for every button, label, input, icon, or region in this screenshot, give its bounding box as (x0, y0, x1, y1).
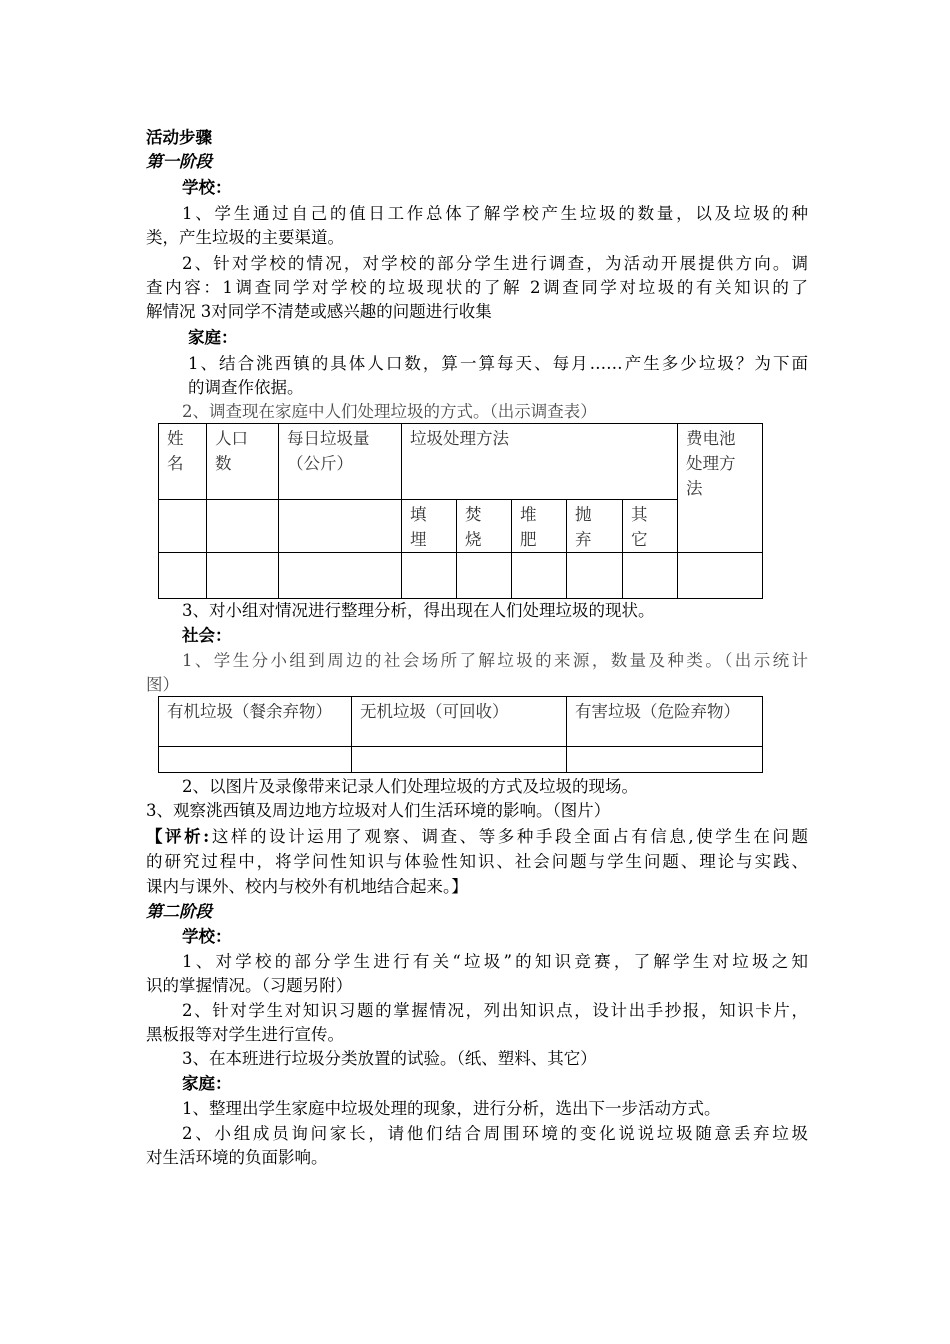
stage1-society-label: 社会： (182, 626, 232, 645)
table-cell (567, 553, 623, 599)
stage2-heading: 第二阶段 (146, 902, 212, 921)
stage2-family-p2-line1: 2、小组成员询问家长，请他们结合周围环境的变化说说垃圾随意丢弃垃圾 (182, 1124, 808, 1143)
review-line1 (146, 825, 808, 849)
section-title: 活动步骤 (146, 128, 212, 147)
table-cell (207, 553, 279, 599)
table-cell (207, 500, 279, 553)
table-cell (678, 553, 763, 599)
stage1-society-p1-line1: 1、学生分小组到周边的社会场所了解垃圾的来源，数量及种类。（出示统计 (182, 651, 808, 670)
survey-table (158, 423, 763, 599)
method-landfill: 填埋 (402, 500, 457, 553)
stage1-society-p1-line2: 图） (146, 675, 179, 694)
header-disposal-method: 垃圾处理方法 (402, 424, 678, 500)
header-population: 人口数 (207, 424, 279, 500)
stage1-family-p1-line1: 1、结合洮西镇的具体人口数，算一算每天、每月……产生多少垃圾？为下面 (188, 354, 808, 373)
col-organic-waste: 有机垃圾（餐余弃物） (159, 697, 352, 747)
header-battery-disposal: 费电池处理方法 (678, 424, 763, 553)
method-burn: 焚烧 (457, 500, 512, 553)
table-cell (402, 553, 457, 599)
review-label: 【评析: (146, 827, 210, 846)
stage2-family-p2-line2: 对生活环境的负面影响。 (146, 1148, 328, 1167)
table-cell (159, 500, 207, 553)
method-other: 其它 (623, 500, 678, 553)
stage1-family-p2: 2、调查现在家庭中人们处理垃圾的方式。（出示调查表） (182, 402, 597, 421)
stage1-heading: 第一阶段 (146, 152, 212, 171)
table-cell (623, 553, 678, 599)
stage1-school-p1-line2: 类，产生垃圾的主要渠道。 (146, 228, 344, 247)
stage2-school-p2-line1: 2、针对学生对知识习题的掌握情况，列出知识点，设计出手抄报，知识卡片， (182, 1001, 808, 1020)
stage1-school-label: 学校： (182, 178, 232, 197)
method-compost: 堆肥 (512, 500, 567, 553)
table-cell (159, 747, 352, 773)
header-name: 姓名 (159, 424, 207, 500)
table-cell (279, 500, 402, 553)
stage2-school-p3: 3、在本班进行垃圾分类放置的试验。（纸、塑料、其它） (182, 1049, 597, 1068)
col-hazardous-waste: 有害垃圾（危险弃物） (567, 697, 763, 747)
col-inorganic-waste: 无机垃圾（可回收） (352, 697, 567, 747)
stage1-society-p2: 2、以图片及录像带来记录人们处理垃圾的方式及垃圾的现场。 (182, 777, 638, 796)
stage1-family-p3: 3、对小组对情况进行整理分析，得出现在人们处理垃圾的现状。 (182, 601, 655, 620)
stage1-society-p3: 3、观察洮西镇及周边地方垃圾对人们生活环境的影响。（图片） (146, 801, 611, 820)
method-discard: 抛弃 (567, 500, 623, 553)
stage1-school-p2-line3: 解情况 3对同学不清楚或感兴趣的问题进行收集 (146, 302, 492, 321)
stage2-family-label: 家庭： (182, 1074, 232, 1093)
table-cell (457, 553, 512, 599)
stage2-school-p1-line1: 1、对学校的部分学生进行有关“垃圾”的知识竞赛，了解学生对垃圾之知 (182, 952, 808, 971)
stage1-school-p2-line2: 查内容：1调查同学对学校的垃圾现状的了解 2调查同学对垃圾的有关知识的了 (146, 278, 808, 297)
stage2-school-p1-line2: 识的掌握情况。（习题另附） (146, 976, 353, 995)
stage2-school-label: 学校： (182, 927, 232, 946)
table-cell (279, 553, 402, 599)
review-line2: 的研究过程中，将学问性知识与体验性知识、社会问题与学生问题、理论与实践、 (146, 852, 808, 871)
table-cell (352, 747, 567, 773)
stage1-family-label: 家庭： (188, 328, 238, 347)
review-line3: 课内与课外、校内与校外有机地结合起来。】 (146, 877, 468, 896)
stage2-school-p2-line2: 黑板报等对学生进行宣传。 (146, 1025, 344, 1044)
stage2-family-p1: 1、整理出学生家庭中垃圾处理的现象，进行分析，选出下一步活动方式。 (182, 1099, 721, 1118)
waste-type-table (158, 696, 763, 773)
stage1-family-p1-line2: 的调查作依据。 (188, 378, 304, 397)
header-daily-waste: 每日垃圾量（公斤） (279, 424, 402, 500)
table-cell (159, 553, 207, 599)
stage1-school-p2-line1: 2、针对学校的情况，对学校的部分学生进行调查，为活动开展提供方向。调 (182, 254, 808, 273)
review-text-1: 这样的设计运用了观察、调查、等多种手段全面占有信息,使学生在问题 (209, 827, 808, 846)
stage1-school-p1-line1: 1、学生通过自己的值日工作总体了解学校产生垃圾的数量，以及垃圾的种 (182, 204, 808, 223)
table-cell (512, 553, 567, 599)
table-cell (567, 747, 763, 773)
